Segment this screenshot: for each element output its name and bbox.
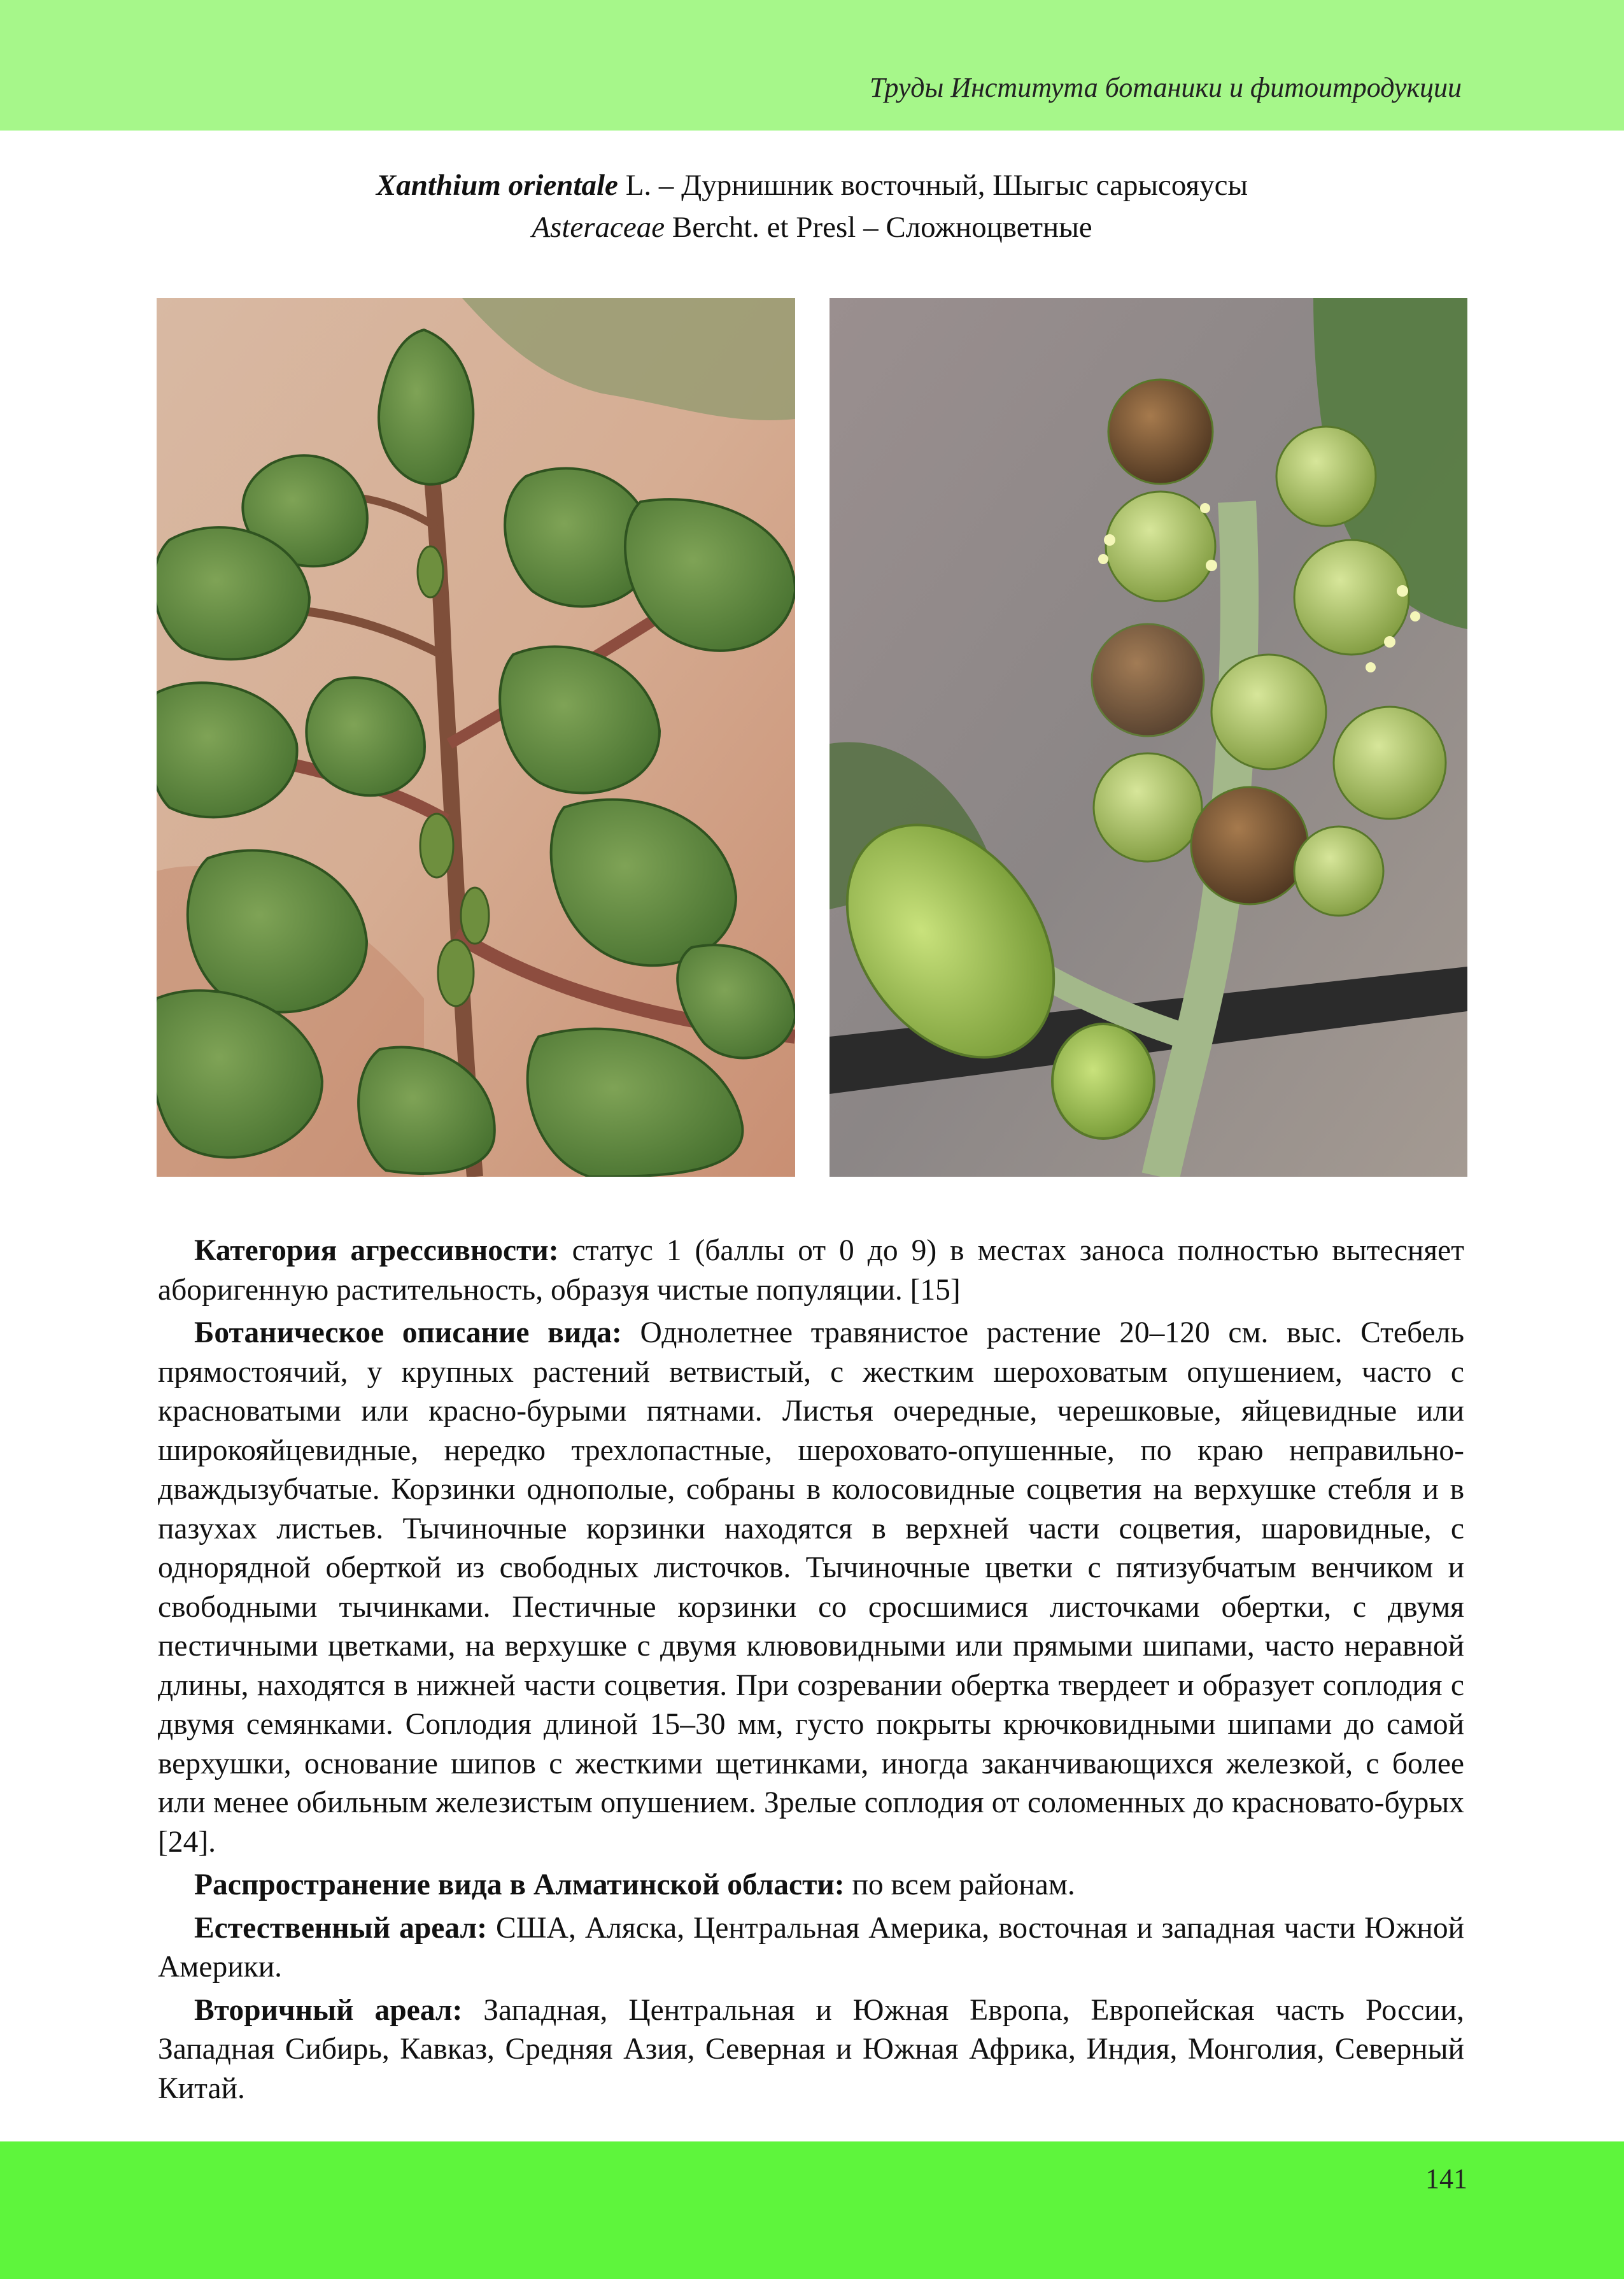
section-label: Категория агрессивности: (194, 1234, 559, 1267)
section-text: Западная, Центральная и Южная Европа, Европейская часть России, Западная Сибирь, Кавказ, Средняя Азия, Северная и Южная Африка, Индия, Монголия, Северный Китай. (158, 1993, 1464, 2105)
section-native-range (158, 1909, 1464, 1987)
section-label: Естественный ареал: (194, 1911, 488, 1945)
family-latin-name: Asteraceae (532, 211, 665, 244)
section-text: США, Аляска, Центральная Америка, восточная и западная части Южной Америки. (158, 1911, 1464, 1984)
species-title-block (0, 164, 1624, 248)
section-aggressiveness (158, 1232, 1464, 1310)
section-label: Вторичный ареал: (194, 1993, 463, 2027)
burr-flower-photo-icon (830, 298, 1467, 1177)
journal-title: Труды Института ботаники и фитоитродукции (870, 72, 1462, 103)
section-distribution (158, 1866, 1464, 1905)
page-number: 141 (1425, 2163, 1467, 2194)
section-botanical-description (158, 1314, 1464, 1862)
section-label: Распространение вида в Алматинской области: (194, 1868, 845, 1901)
plant-photo (157, 298, 795, 1177)
section-text: Однолетнее травянистое растение 20–120 см. выс. Стебель прямостоячий, у крупных растений ветвистый, с жестким шероховатым опушением, часто с красноватыми или красно-бурыми пятнами. Листья очередные, черешковые, яйцевидные или широкояйцевидные, нередко трехлопастные, шероховато-опушенные, по краю неправильно-дваждызубчатые. Корзинки однополые, собраны в колосовидные соцветия на верхушке стебля и в пазухах листьев. Тычиночные корзинки находятся в верхней части соцветия, шаровидные, с однорядной оберткой из свободных листочков. Тычиночные цветки с пятизубчатым венчиком и свободными тычинками. Пестичные корзинки со сросшимися листочками обертки, с двумя пестичными цветками, на верхушке с двумя клювовидными или прямыми шипами, часто неравной длины, находятся в нижней части соцветия. При созревании обертка твердеет и образует соплодия с двумя семянками. Соплодия длиной 15–30 мм, густо покрыты крючковидными шипами до самой верхушки, основание шипов с жесткими щетинками, иногда заканчивающихся железкой, с более или менее обильным железистым опушением. Зрелые соплодия от соломенных до красновато-бурых [24]. (158, 1316, 1465, 1859)
section-text: статус 1 (баллы от 0 до 9) в местах заноса полностью вытесняет аборигенную растительность, образуя чистые популяции. [15] (158, 1234, 1464, 1307)
plant-photo-icon (157, 298, 795, 1177)
species-description (158, 1232, 1464, 2112)
species-author: L. (625, 169, 652, 202)
family-common-name: – Сложноцветные (863, 211, 1092, 244)
section-text: по всем районам. (844, 1868, 1075, 1901)
family-title-line (0, 206, 1624, 248)
section-secondary-range (158, 1991, 1464, 2109)
footer-band (0, 2141, 1624, 2279)
species-latin-name: Xanthium orientale (376, 169, 618, 202)
species-title-line (0, 164, 1624, 206)
burr-flower-photo (830, 298, 1467, 1177)
species-common-names: – Дурнишник восточный, Шыгыс сарысояусы (658, 169, 1248, 202)
header-band (0, 0, 1624, 131)
section-label: Ботаническое описание вида: (194, 1316, 622, 1349)
family-author: Bercht. et Presl (672, 211, 856, 244)
